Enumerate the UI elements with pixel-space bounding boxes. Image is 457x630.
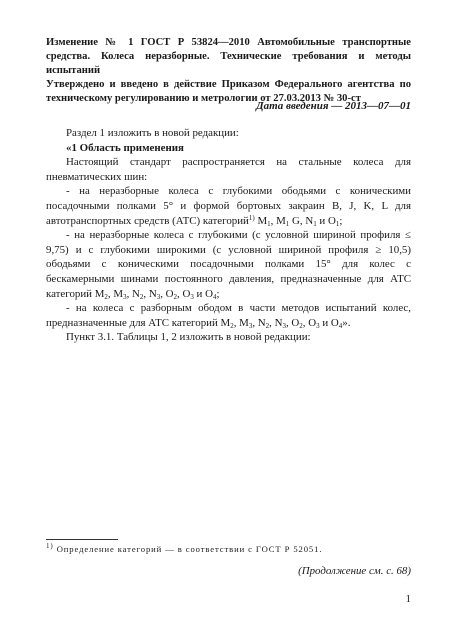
intro-paragraph: Раздел 1 изложить в новой редакции: (66, 127, 239, 139)
approval-statement: Утверждено и введено в действие Приказом Федерального агентства по техническому регулированию и метрологии от 27.03.2013 № 30-ст (46, 79, 411, 104)
footnote (46, 544, 322, 554)
document-header (46, 36, 411, 106)
footnote-text: Определение категорий — в соответствии с ГОСТ Р 52051. (53, 544, 323, 554)
continuation-note: (Продолжение см. с. 68) (298, 565, 411, 577)
amendment-title: Изменение № 1 ГОСТ Р 53824—2010 Автомобильные транспортные средства. Колеса неразборные. Технические требования и методы испытаний (46, 37, 411, 76)
scope-item-2: - на неразборные колеса с глубокими (с условной шириной профиля ≤ 9,75) и с глубокими широкими (с условной шириной профиля ≥ 10,5) ободьями с коническими посадочными полками 15° для колес с бескамерными шинами постоянного давления, предназначенные для АТС категорий $M_2$, $M_3$, $N_2$, $N_3$, $O_2$, $O_3$ и $O_4$; (46, 229, 411, 301)
scope-item-3: - на колеса с разборным ободом в части методов испытаний колес, предназначенные для АТС категорий $M_2$, $M_3$, $N_2$, $N_3$, $O_2$, $O_3$ и $O_4$». (46, 302, 411, 330)
footnote-number: 1) (46, 542, 54, 550)
scope-item-1: - на неразборные колеса с глубокими ободьями с коническими посадочными полками 5° и формой бортовых закраин B, J, K, L для автотранспортных средств (АТС) категорий$^{1)}$ $M_1$, $M_1$ G, $N_1$ и $O_1$; (46, 185, 411, 228)
scope-paragraph: Настоящий стандарт распространяется на стальные колеса для пневматических шин: (46, 156, 411, 183)
document-body (46, 126, 411, 345)
tables-paragraph: Пункт 3.1. Таблицы 1, 2 изложить в новой редакции: (66, 331, 311, 344)
effective-date: Дата введения — 2013—07—01 (256, 100, 411, 112)
footnote-divider (46, 539, 118, 540)
page-number: 1 (405, 593, 411, 605)
section-heading: «1 Область применения (66, 141, 184, 154)
footnote-marker: 1) (248, 213, 255, 222)
